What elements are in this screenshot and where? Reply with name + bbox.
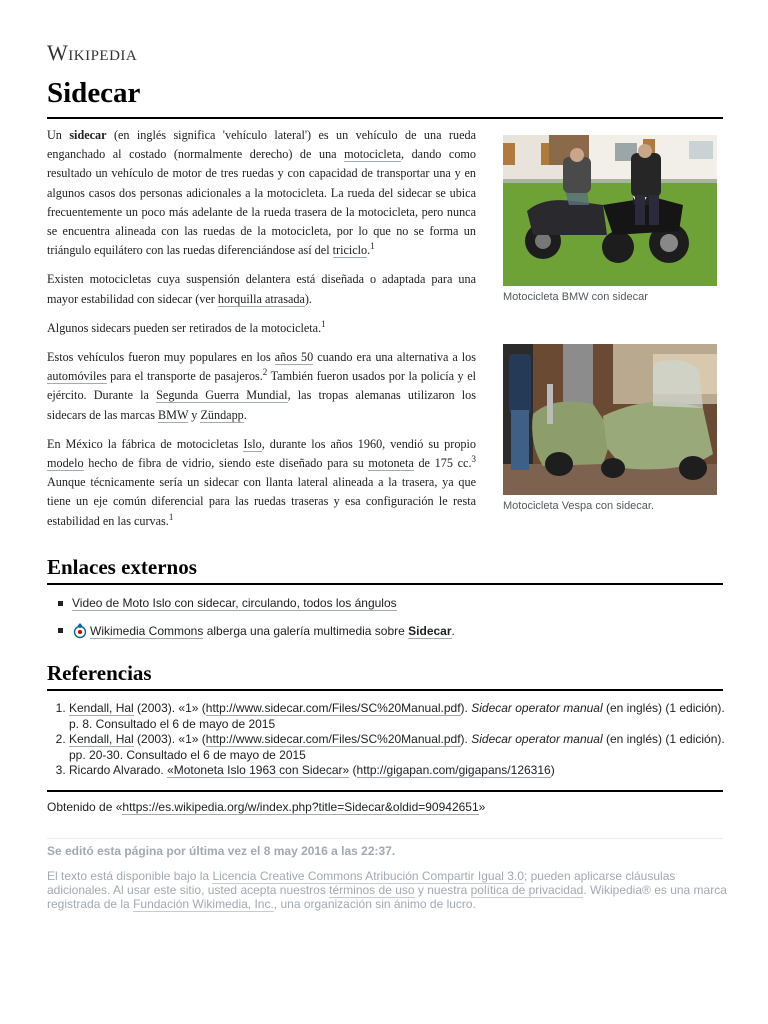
ref-marker[interactable]: 1 [168, 511, 174, 522]
link-segunda-guerra-mundial[interactable]: Segunda Guerra Mundial [156, 388, 288, 403]
link-horquilla-atrasada[interactable]: horquilla atrasada [217, 291, 305, 306]
link-wikimedia-commons[interactable]: Wikimedia Commons [90, 624, 204, 638]
bmw-sidecar-image [503, 135, 717, 286]
link-sidecar-commons[interactable]: Sidecar [408, 624, 452, 638]
ref-marker[interactable]: 1 [321, 318, 326, 329]
link-islo[interactable]: Islo [243, 436, 262, 451]
link-wikimedia-foundation[interactable]: Fundación Wikimedia, Inc. [133, 897, 274, 911]
figure-bmw-sidecar [503, 135, 717, 303]
vespa-sidecar-photo[interactable] [503, 344, 717, 495]
section-underline [47, 689, 723, 691]
reference-item: 1. Kendall, Hal (2003). «1» (http://www.sidecar.com/Files/SC%20Manual.pdf). Sidecar operator manual (en inglés) (1 edición). p. 8. Consultado el 6 de mayo de 2015 [69, 701, 727, 732]
ref-title-link[interactable]: «Motoneta Islo 1963 con Sidecar» [167, 763, 350, 777]
ref-url-link[interactable]: http://gigapan.com/gigapans/126316 [356, 763, 551, 777]
link-modelo[interactable]: modelo [47, 456, 84, 471]
link-terms-of-use[interactable]: términos de uso [329, 883, 415, 897]
link-zundapp[interactable]: Zündapp [200, 407, 244, 422]
permanent-link[interactable]: https://es.wikipedia.org/w/index.php?title=Sidecar&oldid=90942651 [122, 800, 479, 814]
figure-caption: Motocicleta BMW con sidecar [503, 291, 648, 303]
link-motoneta[interactable]: motoneta [368, 456, 414, 471]
wikipedia-wordmark[interactable] [47, 40, 137, 66]
catlinks-rule [47, 790, 723, 792]
section-underline [47, 583, 723, 585]
external-link-item: Wikimedia Commons alberga una galería multimedia sobre Sidecar. [72, 623, 455, 639]
ref-url-link[interactable]: http://www.sidecar.com/Files/SC%20Manual.pdf [205, 701, 461, 715]
vespa-sidecar-image [503, 344, 717, 495]
bullet [58, 601, 63, 606]
article-body [47, 126, 476, 541]
reference-item: 3. Ricardo Alvarado. «Motoneta Islo 1963 con Sidecar» (http://gigapan.com/gigapans/126316) [69, 763, 727, 779]
ref-marker[interactable]: 1 [370, 241, 375, 252]
link-triciclo[interactable]: triciclo [332, 243, 368, 258]
ref-author-link[interactable]: Kendall, Hal [69, 701, 134, 715]
last-edited-info: Se editó esta página por última vez el 8 may 2016 a las 22:37. [47, 844, 396, 858]
reference-item: 2. Kendall, Hal (2003). «1» (http://www.sidecar.com/Files/SC%20Manual.pdf). Sidecar operator manual (en inglés) (1 edición). pp. 20-30. Consultado el 6 de mayo de 2015 [69, 732, 727, 763]
link-video-moto-islo[interactable]: Video de Moto Islo con sidecar, circulando, todos los ángulos [72, 596, 397, 610]
ref-marker[interactable]: 3 [471, 453, 477, 464]
figure-caption: Motocicleta Vespa con sidecar. [503, 500, 655, 512]
wikimedia-commons-icon [72, 623, 88, 639]
bullet [58, 628, 63, 633]
paragraph-3: Algunos sidecars pueden ser retirados de la motocicleta.$^1$ [47, 318, 326, 335]
bold-term: sidecar [69, 128, 107, 142]
section-heading-referencias: Referencias [47, 661, 152, 685]
paragraph-2: Existen motocicletas cuya suspensión delantera está diseñada o adaptada para una mayor estabilidad con sidecar (ver horquilla atrasada). [47, 272, 476, 306]
ref-url-link[interactable]: http://www.sidecar.com/Files/SC%20Manual.pdf [205, 732, 461, 746]
ref-marker[interactable]: 2 [262, 367, 268, 378]
obtained-from: Obtenido de «https://es.wikipedia.org/w/index.php?title=Sidecar&oldid=90942651» [47, 800, 486, 814]
link-bmw[interactable]: BMW [158, 407, 189, 422]
paragraph-5: En México la fábrica de motocicletas Islo, durante los años 1960, vendió su propio modelo hecho de fibra de vidrio, siendo este diseñado para su motoneta de 175 cc.$^3$ Aunque técnicamente sería un sidecar con llanta lateral alineada a la trasera, ya que tiene un eje común diferencial para las ruedas traseras y esa configuración le resta estabilidad en las curvas.$^1$ [47, 436, 477, 528]
ref-author-link[interactable]: Kendall, Hal [69, 732, 134, 746]
link-anos-50[interactable]: años 50 [274, 350, 314, 365]
figure-vespa-sidecar [503, 344, 717, 512]
paragraph-1: Un sidecar (en inglés significa 'vehículo lateral') es un vehículo de una rueda enganchado al costado (normalmente derecho) de una motocicleta, dando como resultado un vehículo de motor de tres ruedas y con capacidad de transportar una y en algunos casos dos personas adicionales a la motocicleta. La rueda del sidecar se ubica frecuentemente un poco más adelante de la rueda trasera de la motocicleta, pero nunca se encuentra alineada con las ruedas de la motocicleta, por lo que no se forma un triángulo equilátero con las ruedas diferenciándose así del triciclo.$^1$ [47, 128, 476, 258]
bmw-sidecar-photo[interactable] [503, 135, 717, 286]
wordmark-text: Wikipedia [47, 40, 138, 65]
link-privacy-policy[interactable]: política de privacidad [470, 883, 584, 897]
link-motocicleta[interactable]: motocicleta [344, 147, 401, 162]
title-underline [47, 117, 723, 119]
footer-separator [47, 838, 723, 839]
license-text: El texto está disponible bajo la Licencia Creative Commons Atribución Compartir Igual 3.0; pueden aplicarse cláusulas adicionales. Al usar este sitio, usted acepta nuestros términos de uso y nuestra política de privacidad. Wikipedia® es una marca registrada de la Fundación Wikimedia, Inc., una organización sin ánimo de lucro. [47, 869, 727, 911]
section-heading-enlaces-externos: Enlaces externos [47, 555, 197, 579]
link-automoviles[interactable]: automóviles [47, 369, 107, 384]
paragraph-4: Estos vehículos fueron muy populares en los años 50 cuando era una alternativa a los automóviles para el transporte de pasajeros.$^2$ También fueron usados por la policía y el ejército. Durante la Segunda Guerra Mundial, las tropas alemanas utilizaron los sidecars de las marcas BMW y Zündapp. [47, 350, 477, 422]
link-license[interactable]: Licencia Creative Commons Atribución Compartir Igual 3.0 [212, 869, 524, 883]
external-link-item [72, 596, 397, 610]
page-title: Sidecar [47, 77, 141, 109]
references-list [47, 701, 727, 779]
